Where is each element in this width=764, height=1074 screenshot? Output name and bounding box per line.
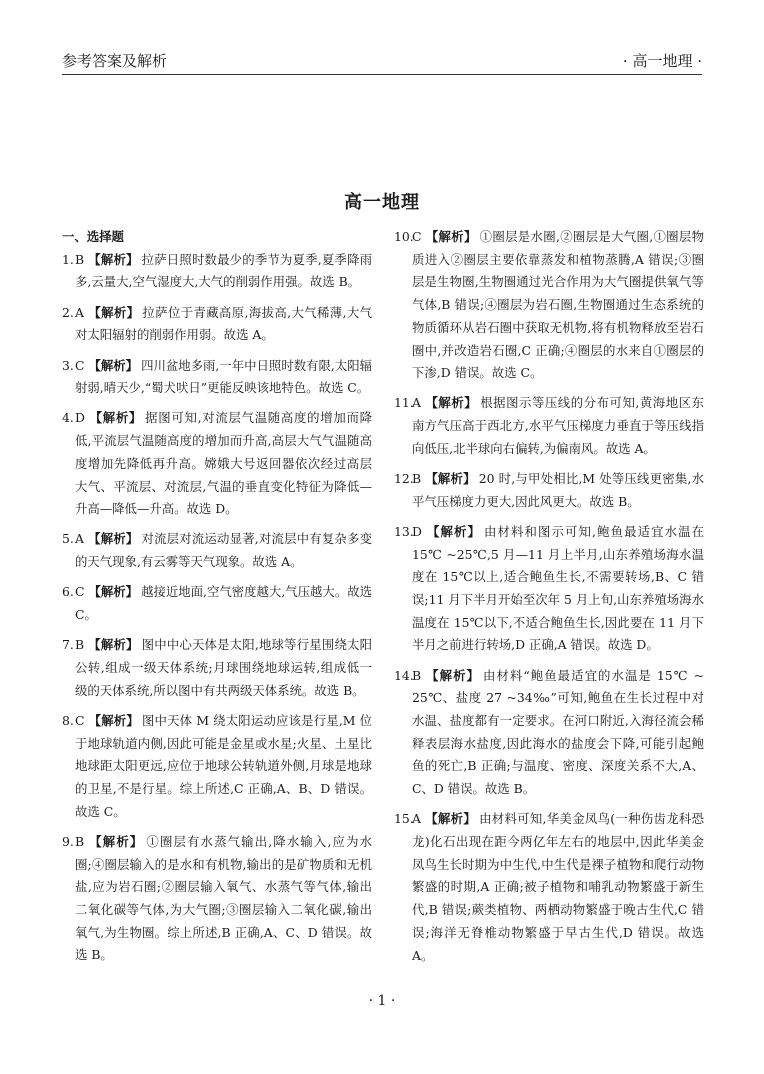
analysis-tag: 【解析】	[87, 531, 139, 547]
analysis-text: ①圈层是水圈,②圈层是大气圈,①圈层物质进入②圈层主要依靠蒸发和植物蒸腾,A 错误;③圈层是生物圈,生物圈通过光合作用为大气圈提供氧气等气体,B 错误;④圈层为岩石圈,生物圈通过生态系统的物质循环从岩石圈中获取无机物,将有机物释放至岩石圈中,并改造岩石圈,C 正确;④圈层的水来自①圈层的下渗,D 错误。故选 C。	[412, 229, 704, 381]
answer-choice: A	[412, 395, 421, 411]
right-column	[394, 226, 704, 975]
question-number: 11.	[394, 395, 414, 411]
answer-choice: B	[412, 471, 422, 487]
answer-item	[62, 249, 372, 294]
answer-item	[62, 710, 372, 824]
answer-choice: C	[75, 712, 85, 728]
answer-choice: A	[75, 531, 84, 547]
analysis-tag: 【解析】	[424, 395, 478, 411]
answer-choice: C	[75, 357, 85, 373]
answer-item	[62, 831, 372, 967]
answer-item	[394, 665, 704, 801]
analysis-text: 拉萨位于青藏高原,海拔高,大气稀薄,大气对太阳辐射的削弱作用弱。故选 A。	[75, 304, 372, 343]
question-number: 14.	[394, 667, 414, 683]
analysis-tag: 【解析】	[88, 584, 139, 600]
analysis-text: 四川盆地多雨,一年中日照时数有限,太阳辐射弱,晴天少,“蜀犬吠日”更能反映该地特色。故选 C。	[75, 357, 372, 396]
analysis-tag: 【解析】	[424, 811, 477, 827]
analysis-text: 由材料可知,华美金凤鸟(一种伤齿龙科恐龙)化石出现在距今两亿年左右的地层中,因此华美金凤鸟生长时期为中生代,中生代是裸子植物和爬行动物繁盛的时期,A 正确;被子植物和哺乳动物繁盛于新生代,B 错误;蕨类植物、两栖动物繁盛于晚古生代,C 错误;海洋无脊椎动物繁盛于早古生代,D 错误。故选 A。	[412, 811, 705, 963]
analysis-tag: 【解析】	[88, 712, 139, 728]
question-number: 7.	[62, 637, 74, 653]
answer-item	[62, 407, 372, 521]
answer-item	[394, 392, 704, 460]
answer-item	[394, 521, 704, 657]
question-number: 13.	[394, 523, 414, 539]
question-number: 4.	[62, 410, 74, 426]
page-title: 高一地理	[344, 192, 420, 213]
answer-choice: A	[75, 304, 84, 320]
answer-item	[394, 468, 704, 513]
analysis-text: 对流层对流运动显著,对流层中有复杂多变的天气现象,有云雾等天气现象。故选 A。	[75, 531, 372, 570]
answer-choice: C	[412, 229, 422, 244]
analysis-text: 由材料“鲍鱼最适宜的水温是 15℃ ~ 25℃、盐度 27 ~34‰”可知,鲍鱼在生长过程中对水温、盐度都有一定要求。在河口附近,入海径流会稀释表层海水盐度,因此海水的盐度会下降,可能引起鲍鱼的死亡,B 正确;与温度、密度、深度关系不大,A、C、D 错误。故选 B。	[412, 667, 704, 797]
answer-choice: A	[412, 811, 421, 827]
analysis-text: 拉萨日照时数最少的季节为夏季,夏季降雨多,云量大,空气湿度大,大气的削弱作用强。故选 B。	[75, 251, 372, 290]
question-number: 10.	[394, 229, 414, 244]
analysis-tag: 【解析】	[88, 357, 139, 373]
header-subject: · 高一地理 ·	[622, 52, 702, 70]
answer-item	[62, 528, 372, 573]
question-number: 15.	[394, 811, 414, 827]
question-number: 3.	[62, 357, 74, 373]
analysis-tag: 【解析】	[88, 251, 139, 267]
analysis-tag: 【解析】	[425, 523, 482, 539]
answer-item	[394, 808, 704, 967]
answer-choice: B	[75, 833, 85, 849]
analysis-text: 由材料和图示可知,鲍鱼最适宜水温在 15℃ ~25℃,5 月—11 月上半月,山东养殖场海水温度在 15℃以上,适合鲍鱼生长,不需要转场,B、C 错误;11 月下半月开始至次年 5 月上旬,山东养殖场海水温度在 15℃以下,不适合鲍鱼生长,因此要在 11 月下半月之前进行转场,D 正确,A 错误。故选 D。	[412, 523, 704, 653]
question-number: 5.	[62, 531, 74, 547]
question-number: 1.	[62, 251, 74, 267]
question-number: 8.	[62, 712, 74, 728]
answer-choice: B	[75, 251, 85, 267]
answer-item	[62, 581, 372, 626]
page-number: · 1 ·	[368, 993, 396, 1009]
analysis-tag: 【解析】	[88, 410, 143, 426]
analysis-text: 图中中心天体是太阳,地球等行星围绕太阳公转,组成一级天体系统;月球围绕地球运转,组成低一级的天体系统,所以图中有共两级天体系统。故选 B。	[75, 637, 372, 698]
analysis-text: 据图可知,对流层气温随高度的增加而降低,平流层气温随高度的增加而升高,高层大气气温随高度增加先降低再升高。嫦娥大号返回器依次经过高层大气、平流层、对流层,气温的垂直变化特征为降低—升高—降低—升高。故选 D。	[75, 410, 372, 517]
analysis-text: 越接近地面,空气密度越大,气压越大。故选 C。	[75, 584, 372, 623]
answer-choice: B	[75, 637, 85, 653]
question-number: 2.	[62, 304, 74, 320]
answer-choice: D	[75, 410, 85, 426]
header-left-title: 参考答案及解析	[62, 52, 168, 70]
analysis-text: ①圈层有水蒸气输出,降水输入,应为水圈;④圈层输入的是水和有机物,输出的是矿物质和无机盐,应为岩石圈;②圈层输入氧气、水蒸气等气体,输出二氧化碳等气体,为大气圈;③圈层输入二氧化碳,输出氧气,为生物圈。综上所述,B 正确,A、C、D 错误。故选 B。	[75, 833, 372, 963]
analysis-tag: 【解析】	[425, 471, 476, 487]
analysis-text: 图中天体 M 绕太阳运动应该是行星,M 位于地球轨道内侧,因此可能是金星或水星;火星、土星比地球距太阳更远,应位于地球公转轨道外侧,月球是地球的卫星,不是行星。综上所述,C 正确,A、B、D 错误。故选 C。	[75, 712, 372, 819]
analysis-tag: 【解析】	[425, 229, 477, 244]
page-header	[62, 48, 702, 75]
answer-item	[62, 302, 372, 347]
answer-item	[62, 634, 372, 702]
analysis-tag: 【解析】	[88, 833, 144, 849]
answer-choice: C	[75, 584, 85, 600]
analysis-text: 20 时,与甲处相比,M 处等压线更密集,水平气压梯度力更大,因此风更大。故选 B。	[412, 471, 704, 509]
question-number: 6.	[62, 584, 74, 600]
answer-choice: D	[412, 523, 422, 539]
answer-choice: B	[412, 667, 422, 683]
section-heading: 一、选择题	[62, 229, 124, 244]
analysis-tag: 【解析】	[88, 637, 139, 653]
answer-item	[394, 226, 704, 385]
question-number: 9.	[62, 833, 74, 849]
analysis-tag: 【解析】	[425, 667, 480, 683]
analysis-text: 根据图示等压线的分布可知,黄海地区东南方气压高于西北方,水平气压梯度力垂直于等压线指向低压,北半球向右偏转,为偏南风。故选 A。	[412, 395, 704, 456]
analysis-tag: 【解析】	[87, 304, 140, 320]
answer-item	[62, 355, 372, 400]
question-number: 12.	[394, 471, 414, 487]
left-column	[62, 226, 372, 975]
